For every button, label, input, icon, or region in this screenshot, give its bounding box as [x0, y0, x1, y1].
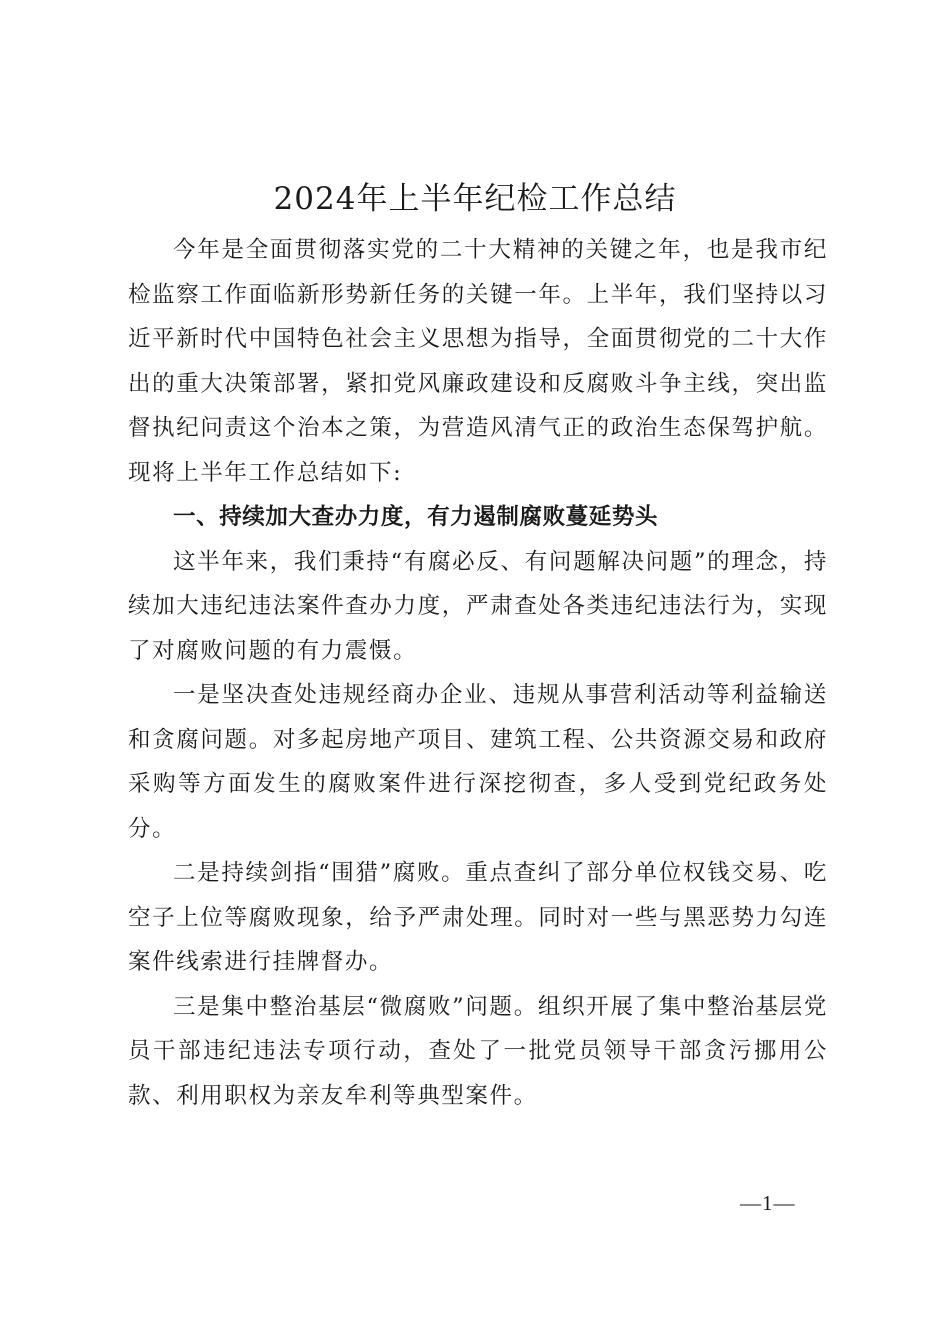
document-title: 2024年上半年纪检工作总结	[273, 181, 677, 217]
point-three-paragraph: 三是集中整治基层“微腐败”问题。组织开展了集中整治基层党员干部违纪违法专项行动，查处了一批党员领导干部贪污挪用公款、利用职权为亲友牟利等典型案件。	[128, 993, 828, 1109]
section-intro-paragraph: 这半年来，我们秉持“有腐必反、有问题解决问题”的理念，持续加大违纪违法案件查办力度，严肃查处各类违纪违法行为，实现了对腐败问题的有力震慑。	[128, 548, 828, 664]
section-heading: 一、持续加大查办力度，有力遏制腐败蔓延势头	[173, 504, 659, 530]
point-two-paragraph: 二是持续剑指“围猎”腐败。重点查纠了部分单位权钱交易、吃空子上位等腐败现象，给予严肃处理。同时对一些与黑恶势力勾连案件线索进行挂牌督办。	[128, 860, 828, 975]
document-body	[128, 228, 828, 1118]
point-one-paragraph: 一是坚决查处违规经商办企业、违规从事营利活动等利益输送和贪腐问题。对多起房地产项目、建筑工程、公共资源交易和政府采购等方面发生的腐败案件进行深挖彻查，多人受到党纪政务处分。	[128, 682, 828, 842]
page-number: —1—	[740, 1191, 796, 1215]
intro-paragraph: 今年是全面贯彻落实党的二十大精神的关键之年，也是我市纪检监察工作面临新形势新任务的关键一年。上半年，我们坚持以习近平新时代中国特色社会主义思想为指导，全面贯彻党的二十大作出的重大决策部署，紧扣党风廉政建设和反腐败斗争主线，突出监督执纪问责这个治本之策，为营造风清气正的政治生态保驾护航。现将上半年工作总结如下:	[128, 237, 828, 486]
